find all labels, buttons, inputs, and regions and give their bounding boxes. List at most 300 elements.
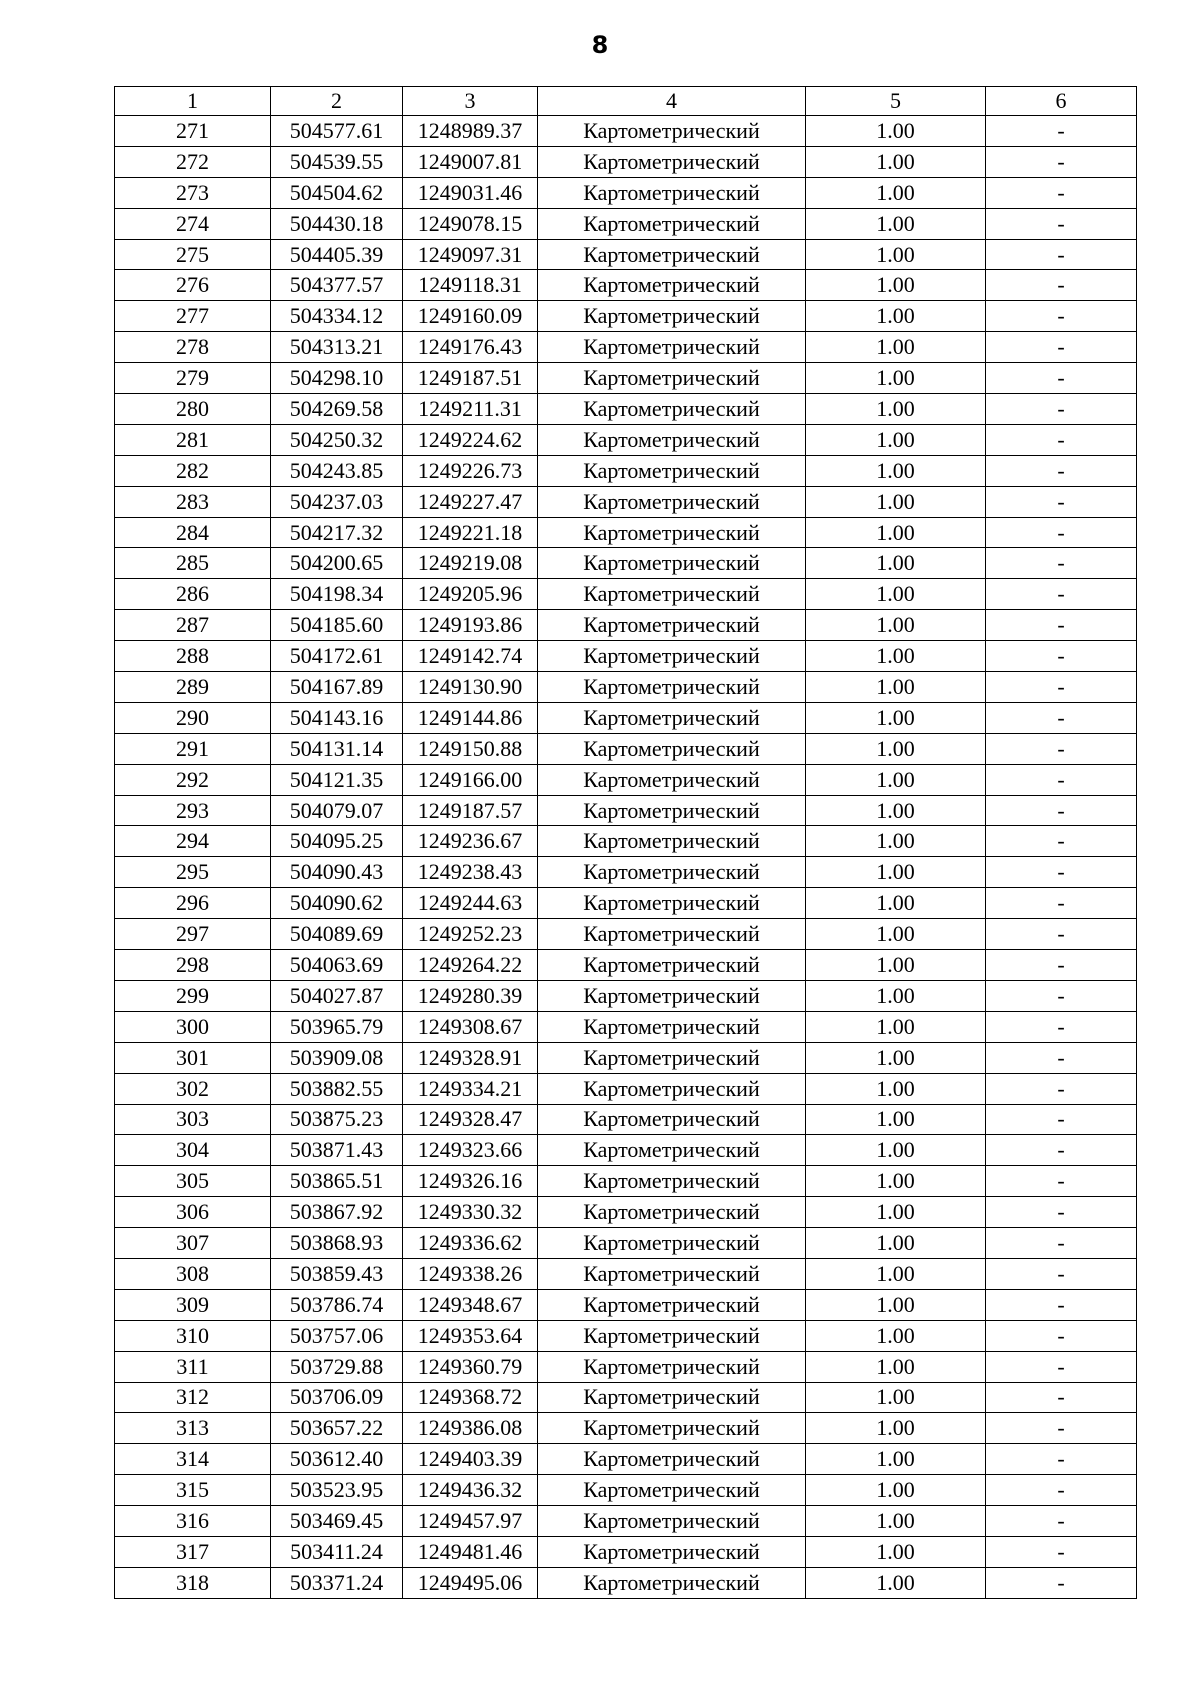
cell-point-number: 281 [115, 424, 271, 455]
cell-method: Картометрический [538, 1135, 806, 1166]
cell-accuracy: 1.00 [806, 146, 986, 177]
cell-description: - [986, 1444, 1137, 1475]
cell-point-number: 287 [115, 610, 271, 641]
cell-x: 503523.95 [271, 1475, 403, 1506]
cell-accuracy: 1.00 [806, 733, 986, 764]
cell-point-number: 276 [115, 270, 271, 301]
cell-description: - [986, 517, 1137, 548]
cell-point-number: 291 [115, 733, 271, 764]
table-row [115, 177, 1137, 208]
cell-x: 503965.79 [271, 1011, 403, 1042]
cell-x: 503657.22 [271, 1413, 403, 1444]
cell-accuracy: 1.00 [806, 1135, 986, 1166]
cell-y: 1249007.81 [403, 146, 538, 177]
cell-description: - [986, 1104, 1137, 1135]
cell-method: Картометрический [538, 116, 806, 147]
cell-accuracy: 1.00 [806, 1444, 986, 1475]
cell-description: - [986, 116, 1137, 147]
table-row [115, 1073, 1137, 1104]
table-row [115, 1258, 1137, 1289]
cell-method: Картометрический [538, 1444, 806, 1475]
cell-accuracy: 1.00 [806, 455, 986, 486]
cell-x: 504090.43 [271, 857, 403, 888]
cell-accuracy: 1.00 [806, 1320, 986, 1351]
cell-description: - [986, 795, 1137, 826]
cell-x: 504377.57 [271, 270, 403, 301]
cell-description: - [986, 1135, 1137, 1166]
cell-x: 504027.87 [271, 980, 403, 1011]
table-row [115, 239, 1137, 270]
cell-x: 503757.06 [271, 1320, 403, 1351]
cell-point-number: 296 [115, 888, 271, 919]
cell-description: - [986, 1413, 1137, 1444]
table-row [115, 1351, 1137, 1382]
cell-x: 503868.93 [271, 1228, 403, 1259]
cell-point-number: 275 [115, 239, 271, 270]
cell-point-number: 282 [115, 455, 271, 486]
cell-method: Картометрический [538, 301, 806, 332]
cell-y: 1249280.39 [403, 980, 538, 1011]
table-row [115, 146, 1137, 177]
cell-y: 1249130.90 [403, 672, 538, 703]
cell-accuracy: 1.00 [806, 826, 986, 857]
table-row [115, 1506, 1137, 1537]
table-row [115, 579, 1137, 610]
cell-method: Картометрический [538, 1413, 806, 1444]
header-cell-point-number: 1 [115, 87, 271, 116]
cell-description: - [986, 610, 1137, 641]
table-row [115, 455, 1137, 486]
cell-x: 503875.23 [271, 1104, 403, 1135]
cell-description: - [986, 641, 1137, 672]
cell-y: 1249328.47 [403, 1104, 538, 1135]
cell-accuracy: 1.00 [806, 1042, 986, 1073]
cell-description: - [986, 857, 1137, 888]
cell-point-number: 312 [115, 1382, 271, 1413]
cell-description: - [986, 146, 1137, 177]
cell-point-number: 306 [115, 1197, 271, 1228]
cell-method: Картометрический [538, 1351, 806, 1382]
cell-accuracy: 1.00 [806, 795, 986, 826]
cell-y: 1249330.32 [403, 1197, 538, 1228]
cell-method: Картометрический [538, 239, 806, 270]
cell-description: - [986, 455, 1137, 486]
cell-accuracy: 1.00 [806, 1166, 986, 1197]
cell-method: Картометрический [538, 1104, 806, 1135]
cell-point-number: 283 [115, 486, 271, 517]
cell-y: 1249224.62 [403, 424, 538, 455]
cell-accuracy: 1.00 [806, 1536, 986, 1567]
cell-x: 504185.60 [271, 610, 403, 641]
cell-description: - [986, 1475, 1137, 1506]
table-row [115, 1104, 1137, 1135]
header-cell-method: 4 [538, 87, 806, 116]
page-number: 8 [591, 31, 609, 59]
cell-accuracy: 1.00 [806, 919, 986, 950]
table-row [115, 1166, 1137, 1197]
cell-description: - [986, 1228, 1137, 1259]
cell-y: 1249495.06 [403, 1567, 538, 1598]
cell-x: 504095.25 [271, 826, 403, 857]
cell-description: - [986, 672, 1137, 703]
cell-description: - [986, 919, 1137, 950]
cell-method: Картометрический [538, 455, 806, 486]
cell-method: Картометрический [538, 270, 806, 301]
cell-method: Картометрический [538, 919, 806, 950]
cell-accuracy: 1.00 [806, 888, 986, 919]
cell-accuracy: 1.00 [806, 702, 986, 733]
cell-method: Картометрический [538, 826, 806, 857]
cell-accuracy: 1.00 [806, 950, 986, 981]
cell-point-number: 300 [115, 1011, 271, 1042]
cell-description: - [986, 363, 1137, 394]
cell-description: - [986, 1289, 1137, 1320]
cell-method: Картометрический [538, 1073, 806, 1104]
table-row [115, 950, 1137, 981]
cell-method: Картометрический [538, 1536, 806, 1567]
cell-point-number: 298 [115, 950, 271, 981]
cell-y: 1249193.86 [403, 610, 538, 641]
cell-description: - [986, 1042, 1137, 1073]
cell-method: Картометрический [538, 363, 806, 394]
cell-description: - [986, 1382, 1137, 1413]
cell-point-number: 302 [115, 1073, 271, 1104]
cell-point-number: 295 [115, 857, 271, 888]
cell-method: Картометрический [538, 424, 806, 455]
cell-accuracy: 1.00 [806, 270, 986, 301]
cell-x: 503612.40 [271, 1444, 403, 1475]
cell-x: 504577.61 [271, 116, 403, 147]
cell-method: Картометрический [538, 1258, 806, 1289]
cell-x: 504217.32 [271, 517, 403, 548]
cell-description: - [986, 826, 1137, 857]
cell-x: 504243.85 [271, 455, 403, 486]
table-row [115, 1011, 1137, 1042]
cell-y: 1249221.18 [403, 517, 538, 548]
table-row [115, 1382, 1137, 1413]
header-cell-x: 2 [271, 87, 403, 116]
cell-accuracy: 1.00 [806, 517, 986, 548]
cell-x: 504121.35 [271, 764, 403, 795]
cell-x: 504504.62 [271, 177, 403, 208]
cell-description: - [986, 950, 1137, 981]
cell-x: 504430.18 [271, 208, 403, 239]
cell-method: Картометрический [538, 857, 806, 888]
cell-x: 503706.09 [271, 1382, 403, 1413]
cell-method: Картометрический [538, 1382, 806, 1413]
cell-point-number: 308 [115, 1258, 271, 1289]
cell-y: 1249386.08 [403, 1413, 538, 1444]
table-row [115, 301, 1137, 332]
cell-description: - [986, 579, 1137, 610]
cell-y: 1249334.21 [403, 1073, 538, 1104]
cell-x: 503469.45 [271, 1506, 403, 1537]
cell-description: - [986, 1320, 1137, 1351]
cell-x: 503871.43 [271, 1135, 403, 1166]
cell-description: - [986, 1011, 1137, 1042]
cell-y: 1249211.31 [403, 394, 538, 425]
table-row [115, 517, 1137, 548]
table-row [115, 1228, 1137, 1259]
table-header [115, 87, 1137, 116]
cell-description: - [986, 239, 1137, 270]
cell-x: 503859.43 [271, 1258, 403, 1289]
cell-description: - [986, 733, 1137, 764]
cell-accuracy: 1.00 [806, 239, 986, 270]
cell-method: Картометрический [538, 208, 806, 239]
cell-y: 1249219.08 [403, 548, 538, 579]
table-row [115, 1567, 1137, 1598]
cell-point-number: 307 [115, 1228, 271, 1259]
cell-point-number: 301 [115, 1042, 271, 1073]
table-row [115, 641, 1137, 672]
cell-y: 1249238.43 [403, 857, 538, 888]
cell-point-number: 280 [115, 394, 271, 425]
cell-method: Картометрический [538, 1289, 806, 1320]
cell-y: 1249360.79 [403, 1351, 538, 1382]
cell-x: 504079.07 [271, 795, 403, 826]
cell-method: Картометрический [538, 1042, 806, 1073]
cell-x: 504250.32 [271, 424, 403, 455]
cell-point-number: 293 [115, 795, 271, 826]
cell-accuracy: 1.00 [806, 764, 986, 795]
table-row [115, 733, 1137, 764]
table-row [115, 363, 1137, 394]
table-row [115, 1444, 1137, 1475]
table-row [115, 1475, 1137, 1506]
cell-method: Картометрический [538, 702, 806, 733]
cell-y: 1249205.96 [403, 579, 538, 610]
cell-y: 1249308.67 [403, 1011, 538, 1042]
cell-y: 1249160.09 [403, 301, 538, 332]
cell-point-number: 313 [115, 1413, 271, 1444]
cell-accuracy: 1.00 [806, 579, 986, 610]
cell-y: 1249142.74 [403, 641, 538, 672]
cell-accuracy: 1.00 [806, 1258, 986, 1289]
cell-point-number: 284 [115, 517, 271, 548]
cell-accuracy: 1.00 [806, 641, 986, 672]
cell-method: Картометрический [538, 733, 806, 764]
cell-point-number: 286 [115, 579, 271, 610]
table-row [115, 1197, 1137, 1228]
cell-point-number: 309 [115, 1289, 271, 1320]
cell-method: Картометрический [538, 764, 806, 795]
table-row [115, 1536, 1137, 1567]
cell-accuracy: 1.00 [806, 301, 986, 332]
cell-y: 1249166.00 [403, 764, 538, 795]
cell-y: 1249176.43 [403, 332, 538, 363]
cell-method: Картометрический [538, 1197, 806, 1228]
cell-x: 504269.58 [271, 394, 403, 425]
cell-y: 1249457.97 [403, 1506, 538, 1537]
cell-point-number: 277 [115, 301, 271, 332]
cell-x: 504167.89 [271, 672, 403, 703]
table-row [115, 1135, 1137, 1166]
table-row [115, 1289, 1137, 1320]
cell-y: 1249353.64 [403, 1320, 538, 1351]
cell-accuracy: 1.00 [806, 1197, 986, 1228]
cell-point-number: 279 [115, 363, 271, 394]
cell-y: 1249252.23 [403, 919, 538, 950]
cell-x: 503729.88 [271, 1351, 403, 1382]
cell-description: - [986, 888, 1137, 919]
cell-method: Картометрический [538, 641, 806, 672]
table-row [115, 980, 1137, 1011]
cell-y: 1249118.31 [403, 270, 538, 301]
cell-accuracy: 1.00 [806, 363, 986, 394]
cell-accuracy: 1.00 [806, 1073, 986, 1104]
cell-description: - [986, 301, 1137, 332]
cell-point-number: 311 [115, 1351, 271, 1382]
header-cell-accuracy: 5 [806, 87, 986, 116]
cell-x: 504063.69 [271, 950, 403, 981]
table-row [115, 888, 1137, 919]
cell-method: Картометрический [538, 672, 806, 703]
table-body [115, 116, 1137, 1599]
cell-y: 1249226.73 [403, 455, 538, 486]
cell-description: - [986, 1351, 1137, 1382]
cell-method: Картометрический [538, 146, 806, 177]
cell-x: 504198.34 [271, 579, 403, 610]
cell-accuracy: 1.00 [806, 857, 986, 888]
cell-accuracy: 1.00 [806, 1413, 986, 1444]
cell-method: Картометрический [538, 795, 806, 826]
cell-method: Картометрический [538, 332, 806, 363]
cell-x: 504089.69 [271, 919, 403, 950]
table-row [115, 116, 1137, 147]
cell-method: Картометрический [538, 980, 806, 1011]
cell-x: 504334.12 [271, 301, 403, 332]
cell-y: 1249150.88 [403, 733, 538, 764]
cell-accuracy: 1.00 [806, 424, 986, 455]
cell-description: - [986, 1567, 1137, 1598]
cell-y: 1249031.46 [403, 177, 538, 208]
cell-point-number: 315 [115, 1475, 271, 1506]
table-row [115, 270, 1137, 301]
cell-description: - [986, 394, 1137, 425]
cell-y: 1249368.72 [403, 1382, 538, 1413]
table-row [115, 857, 1137, 888]
cell-accuracy: 1.00 [806, 1506, 986, 1537]
cell-method: Картометрический [538, 394, 806, 425]
cell-point-number: 303 [115, 1104, 271, 1135]
cell-x: 503867.92 [271, 1197, 403, 1228]
cell-accuracy: 1.00 [806, 208, 986, 239]
table-row [115, 1320, 1137, 1351]
cell-accuracy: 1.00 [806, 1228, 986, 1259]
cell-y: 1249236.67 [403, 826, 538, 857]
cell-y: 1249227.47 [403, 486, 538, 517]
cell-point-number: 297 [115, 919, 271, 950]
cell-x: 504200.65 [271, 548, 403, 579]
cell-x: 503909.08 [271, 1042, 403, 1073]
cell-accuracy: 1.00 [806, 486, 986, 517]
cell-description: - [986, 270, 1137, 301]
cell-y: 1249336.62 [403, 1228, 538, 1259]
table-row [115, 1042, 1137, 1073]
cell-method: Картометрический [538, 888, 806, 919]
cell-accuracy: 1.00 [806, 610, 986, 641]
cell-x: 503865.51 [271, 1166, 403, 1197]
cell-description: - [986, 1197, 1137, 1228]
table-row [115, 332, 1137, 363]
cell-point-number: 271 [115, 116, 271, 147]
cell-point-number: 316 [115, 1506, 271, 1537]
cell-description: - [986, 208, 1137, 239]
cell-point-number: 310 [115, 1320, 271, 1351]
table-row [115, 208, 1137, 239]
cell-accuracy: 1.00 [806, 980, 986, 1011]
cell-description: - [986, 980, 1137, 1011]
cell-x: 503411.24 [271, 1536, 403, 1567]
cell-point-number: 317 [115, 1536, 271, 1567]
table-row [115, 1413, 1137, 1444]
cell-y: 1249403.39 [403, 1444, 538, 1475]
cell-accuracy: 1.00 [806, 1289, 986, 1320]
cell-point-number: 288 [115, 641, 271, 672]
cell-point-number: 318 [115, 1567, 271, 1598]
cell-accuracy: 1.00 [806, 1382, 986, 1413]
cell-point-number: 285 [115, 548, 271, 579]
cell-y: 1249187.51 [403, 363, 538, 394]
cell-point-number: 292 [115, 764, 271, 795]
cell-method: Картометрический [538, 579, 806, 610]
cell-description: - [986, 332, 1137, 363]
header-row [115, 87, 1137, 116]
cell-method: Картометрический [538, 1475, 806, 1506]
table-row [115, 610, 1137, 641]
cell-accuracy: 1.00 [806, 394, 986, 425]
cell-method: Картометрический [538, 177, 806, 208]
cell-x: 503371.24 [271, 1567, 403, 1598]
cell-point-number: 305 [115, 1166, 271, 1197]
cell-method: Картометрический [538, 1567, 806, 1598]
cell-method: Картометрический [538, 1011, 806, 1042]
cell-y: 1249481.46 [403, 1536, 538, 1567]
coordinates-table [114, 86, 1137, 1599]
cell-method: Картометрический [538, 950, 806, 981]
cell-point-number: 273 [115, 177, 271, 208]
cell-point-number: 314 [115, 1444, 271, 1475]
cell-method: Картометрический [538, 548, 806, 579]
cell-method: Картометрический [538, 1320, 806, 1351]
cell-point-number: 299 [115, 980, 271, 1011]
cell-point-number: 294 [115, 826, 271, 857]
header-cell-description: 6 [986, 87, 1137, 116]
cell-point-number: 278 [115, 332, 271, 363]
cell-y: 1249264.22 [403, 950, 538, 981]
table-row [115, 826, 1137, 857]
cell-accuracy: 1.00 [806, 1011, 986, 1042]
cell-description: - [986, 548, 1137, 579]
cell-description: - [986, 764, 1137, 795]
cell-x: 504090.62 [271, 888, 403, 919]
cell-y: 1249144.86 [403, 702, 538, 733]
cell-description: - [986, 1506, 1137, 1537]
cell-x: 504539.55 [271, 146, 403, 177]
cell-description: - [986, 1073, 1137, 1104]
cell-accuracy: 1.00 [806, 672, 986, 703]
table-row [115, 672, 1137, 703]
cell-x: 504172.61 [271, 641, 403, 672]
cell-y: 1248989.37 [403, 116, 538, 147]
cell-x: 504313.21 [271, 332, 403, 363]
cell-x: 503882.55 [271, 1073, 403, 1104]
cell-x: 503786.74 [271, 1289, 403, 1320]
cell-x: 504237.03 [271, 486, 403, 517]
cell-y: 1249328.91 [403, 1042, 538, 1073]
cell-method: Картометрический [538, 517, 806, 548]
